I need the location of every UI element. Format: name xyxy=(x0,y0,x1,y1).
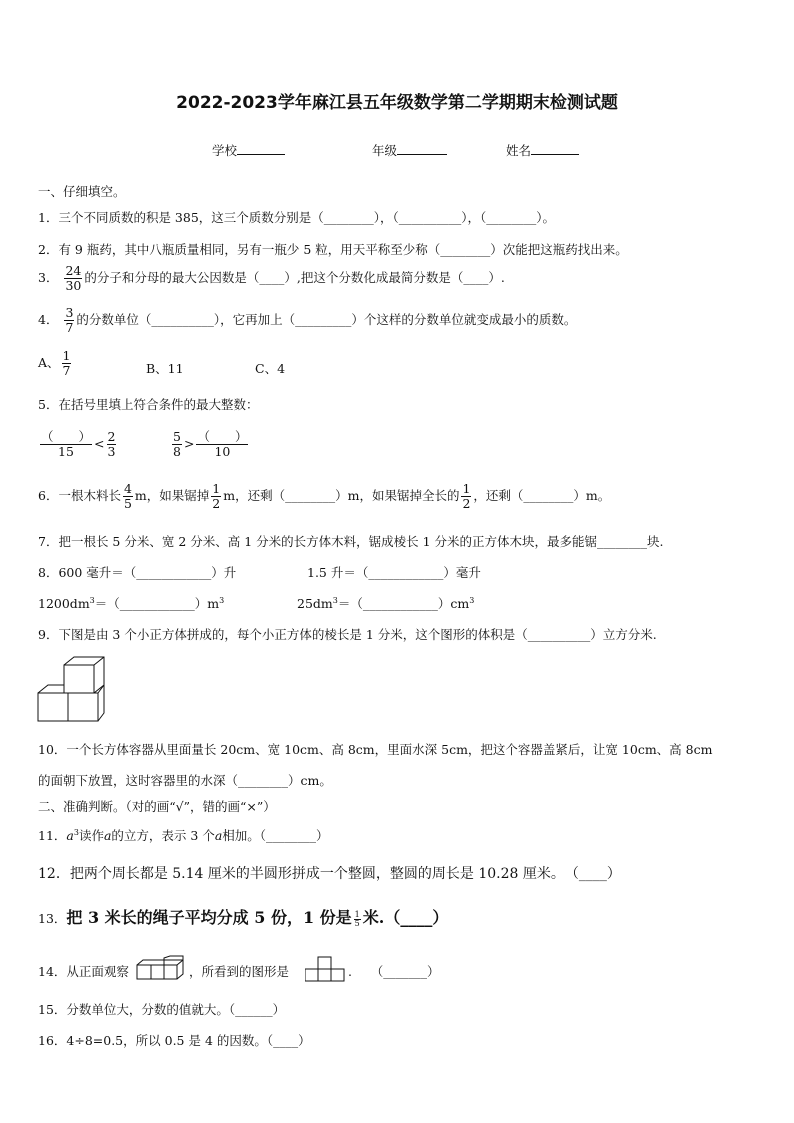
name-blank[interactable] xyxy=(531,142,579,155)
question-10: 10．一个长方体容器从里面量长 20cm、宽 10cm、高 8cm，里面水深 5cm，把这个容器盖紧后，让宽 10cm、高 8cm xyxy=(38,742,713,757)
question-14: 14．从正面观察 xyxy=(38,964,129,979)
front-view-icon xyxy=(305,956,345,982)
question-8: 8．600 毫升＝（____________）升 xyxy=(38,565,237,580)
question-number: 4． xyxy=(38,312,59,327)
three-cubes-figure xyxy=(36,655,106,723)
grade-field[interactable] xyxy=(372,141,447,159)
question-10-cont: 的面朝下放置，这时容器里的水深（________）cm。 xyxy=(38,773,332,788)
question-7: 7．把一根长 5 分米、宽 2 分米、高 1 分米的长方体木料，锯成棱长 1 分米的正方体木块，最多能锯________块. xyxy=(38,534,664,549)
section-1-heading: 一、仔细填空。 xyxy=(38,184,126,199)
option-c[interactable]: C、4 xyxy=(255,361,286,376)
question-14-end: . （_______） xyxy=(348,964,440,979)
question-8-c: $1200dm^3=(\_\_\_\_\_\_\_\_\_\_\_\_)m^3$ xyxy=(38,595,225,611)
question-8-b: 1.5 升＝（____________）毫升 xyxy=(307,565,481,580)
school-field[interactable] xyxy=(212,141,285,159)
question-3 xyxy=(38,264,505,293)
question-text: 的分子和分母的最大公因数是（____）,把这个分数化成最简分数是（____）. xyxy=(84,270,505,285)
page-title: 2022-2023学年麻江县五年级数学第二学期期末检测试题 xyxy=(176,93,618,113)
question-number: 2． xyxy=(38,242,59,257)
question-text: 在括号里填上符合条件的最大整数： xyxy=(58,397,259,412)
question-5 xyxy=(38,395,258,413)
question-number: 5． xyxy=(38,397,59,412)
question-text: 的分数单位（__________），它再加上（_________）个这样的分数单位就变成最小的质数。 xyxy=(76,312,577,327)
school-blank[interactable] xyxy=(237,142,285,155)
question-1 xyxy=(38,208,555,226)
grade-blank[interactable] xyxy=(397,142,447,155)
fraction: $\frac{3}{7}$ xyxy=(65,305,74,335)
school-label: 学校 xyxy=(212,143,238,158)
inequality-right: $\frac{5}{8}$ > $\frac{( )}{10}$ xyxy=(173,429,248,459)
name-field[interactable] xyxy=(506,141,579,159)
section-2-heading: 二、准确判断。（对的画“√”，错的画“×”） xyxy=(38,799,276,814)
solid-figure-icon xyxy=(135,955,187,981)
question-2 xyxy=(38,240,628,258)
option-a[interactable]: A、 $\frac{1}{7}$ xyxy=(38,348,71,378)
fraction: $\frac{24}{30}$ xyxy=(65,263,82,293)
question-4-options xyxy=(38,349,73,378)
question-12: 12．把两个周长都是 5.14 厘米的半圆形拼成一个整圆，整圆的周长是 10.28 厘米。 （____） xyxy=(38,866,621,882)
question-13: 13．把 3 米长的绳子平均分成 5 份，1 份是 $\frac{1}{5}$ 米.（____） xyxy=(38,908,449,928)
question-15: 15．分数单位大，分数的值就大。（______） xyxy=(38,1002,286,1017)
question-4 xyxy=(38,306,576,335)
question-8-d: $25dm^3=(\_\_\_\_\_\_\_\_\_\_\_\_)cm^3$ xyxy=(297,595,475,611)
question-number: 1． xyxy=(38,210,59,225)
question-number: 3． xyxy=(38,270,59,285)
question-6: 6．一根木料长 $\frac{4}{5}$ m，如果锯掉 $\frac{1}{2}$ m，还剩（________）m，如果锯掉全长的 $\frac{1}{2}$ ，还剩（________）m。 xyxy=(38,481,611,511)
question-text: 有 9 瓶药，其中八瓶质量相同，另有一瓶少 5 粒，用天平称至少称（________）次能把这瓶药找出来。 xyxy=(58,242,628,257)
question-16: 16．4÷8=0.5，所以 0.5 是 4 的因数。（____） xyxy=(38,1033,311,1048)
question-text: 三个不同质数的积是 385，这三个质数分别是（________），（__________），（________）。 xyxy=(58,210,556,225)
name-label: 姓名 xyxy=(506,143,532,158)
question-14-mid: ，所看到的图形是 xyxy=(189,964,290,979)
question-9: 9．下图是由 3 个小正方体拼成的，每个小正方体的棱长是 1 分米，这个图形的体积是（__________）立方分米. xyxy=(38,627,657,642)
inequality-left: $\frac{( )}{15}$ < $\frac{2}{3}$ xyxy=(41,429,116,459)
option-b[interactable]: B、11 xyxy=(146,361,184,376)
grade-label: 年级 xyxy=(372,143,398,158)
question-11: 11．$a^3$读作a的立方，表示 3 个a相加。（________） xyxy=(38,827,329,843)
